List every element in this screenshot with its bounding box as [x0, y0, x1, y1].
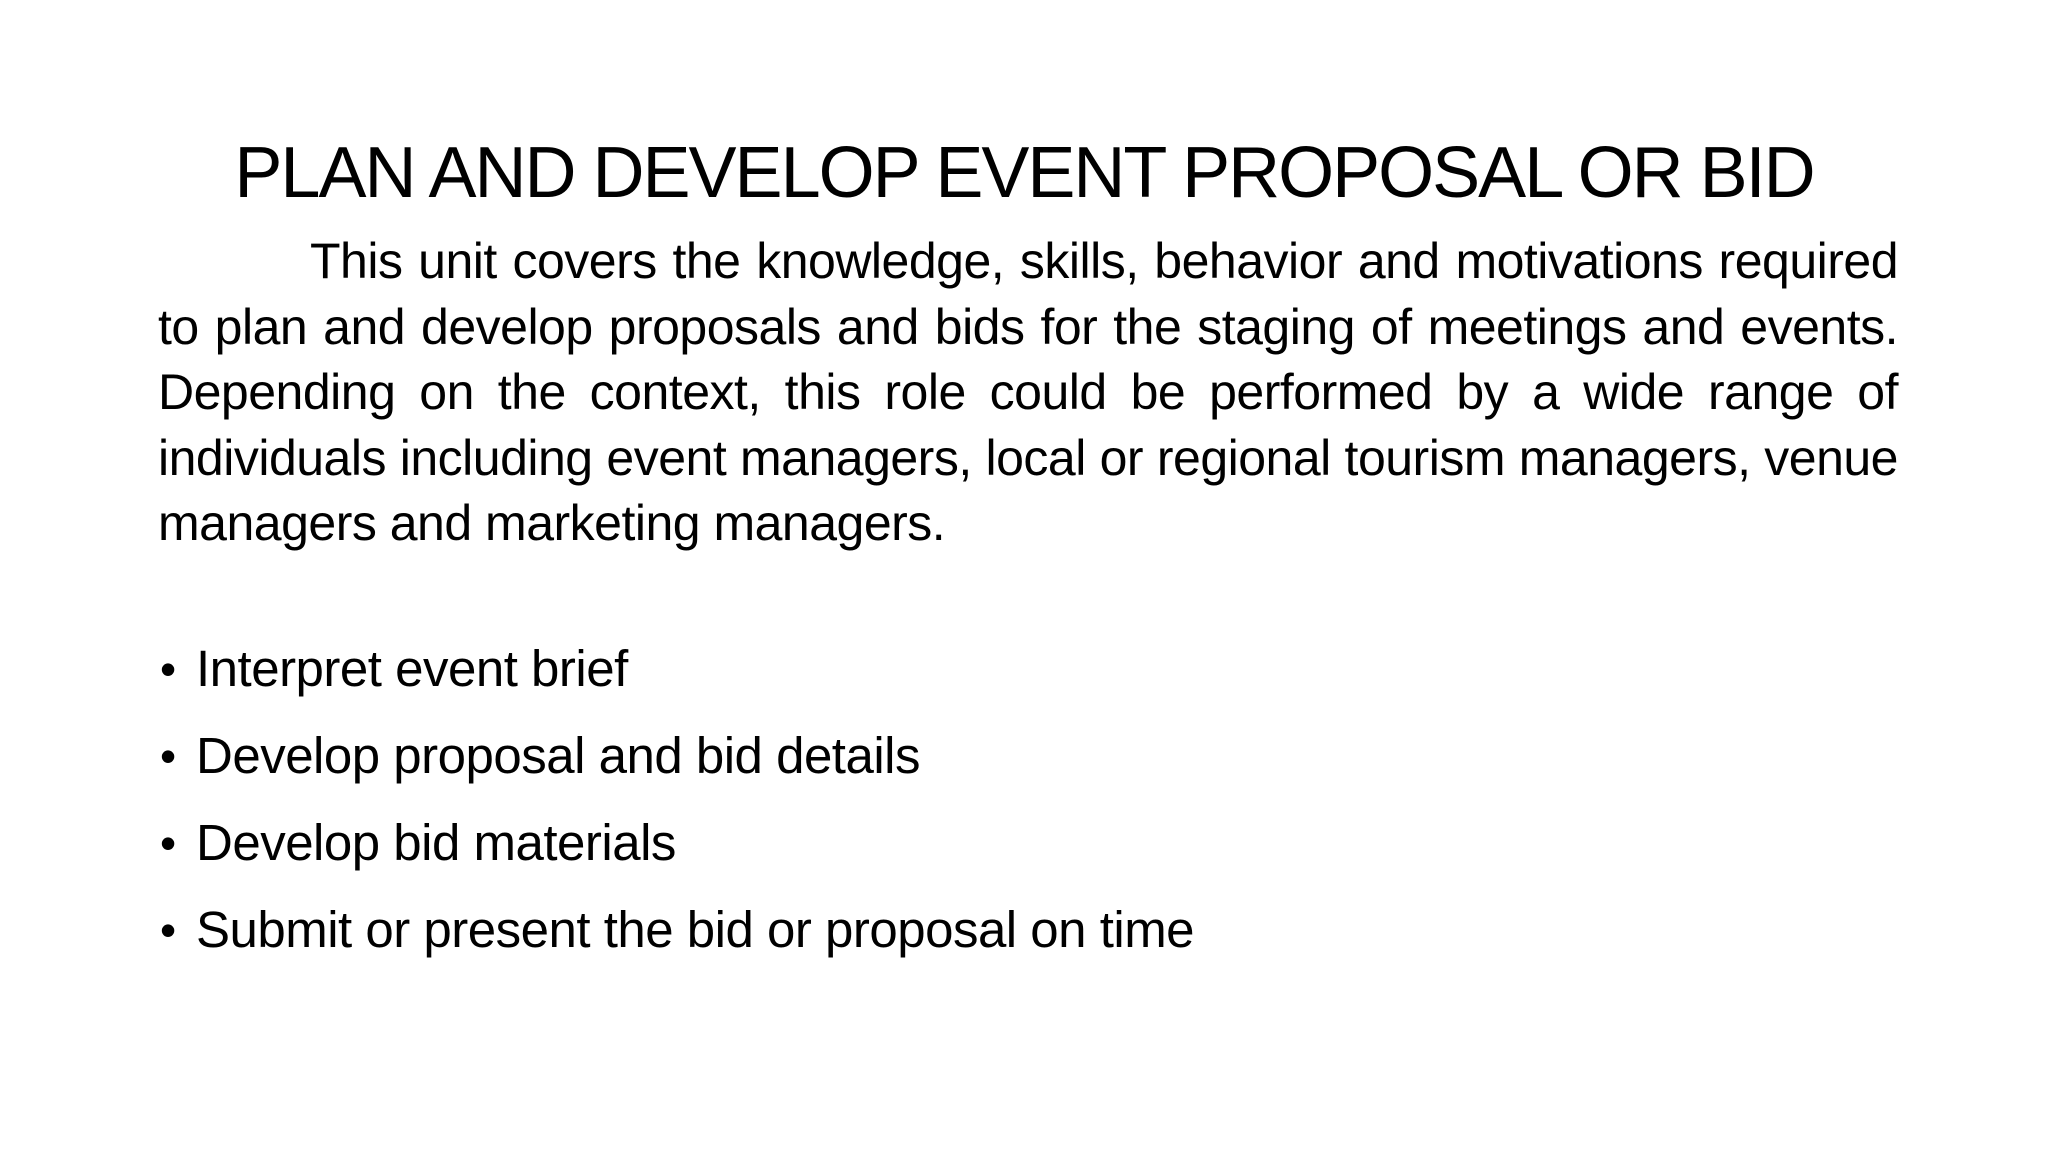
bullet-text: Submit or present the bid or proposal on time	[196, 901, 1195, 958]
bullet-item-interpret-brief	[158, 638, 1898, 700]
bullet-item-submit-bid	[158, 899, 1898, 961]
bullet-icon: •	[160, 643, 176, 695]
bullet-text: Develop bid materials	[196, 814, 676, 871]
bullet-list	[158, 638, 1898, 986]
bullet-item-develop-materials	[158, 812, 1898, 874]
slide-title: PLAN AND DEVELOP EVENT PROPOSAL OR BID	[234, 133, 1814, 213]
bullet-text: Interpret event brief	[196, 640, 628, 697]
bullet-icon: •	[160, 730, 176, 782]
intro-paragraph: This unit covers the knowledge, skills, behavior and motivations required to plan and develop proposals and bids for the staging of meetings and events. Depending on the context, this role could be performed by a wide range of individuals including event managers, local or regional tourism managers, venue managers and marketing managers.	[158, 233, 1898, 551]
bullet-text: Develop proposal and bid details	[196, 727, 920, 784]
bullet-icon: •	[160, 817, 176, 869]
bullet-item-develop-proposal	[158, 725, 1898, 787]
bullet-icon: •	[160, 904, 176, 956]
